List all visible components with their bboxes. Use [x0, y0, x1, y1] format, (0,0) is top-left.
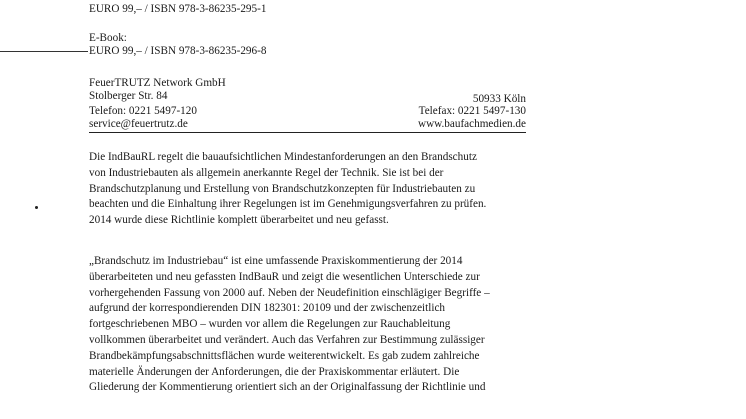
- publisher-name: FeuerTRUTZ Network GmbH: [89, 77, 226, 89]
- print-price-line: EURO 99,– / ISBN 978-3-86235-295-1: [89, 3, 267, 15]
- paragraph-line: von Industriebauten als allgemein anerkannte Regel der Technik. Sie ist bei der: [89, 166, 444, 179]
- paragraph-line: Gliederung der Kommentierung orientiert sich an der Originalfassung der Richtlinie und: [89, 381, 486, 394]
- publisher-fax: Telefax: 0221 5497-130: [418, 105, 526, 117]
- paragraph-line: „Brandschutz im Industriebau“ ist eine umfassende Praxiskommentierung der 2014: [89, 255, 463, 267]
- ebook-price-line: EURO 99,– / ISBN 978-3-86235-296-8: [89, 45, 267, 57]
- ebook-label: E-Book:: [89, 32, 127, 44]
- publisher-email-link[interactable]: service@feuertrutz.de: [89, 118, 188, 130]
- paragraph-line: materielle Änderungen der Anforderungen, die der Praxiskommentar erläutert. Die: [89, 365, 460, 378]
- paragraph-line: Brandschutzplanung und Erstellung von Brandschutzkonzepten für Industriebauten zu: [89, 182, 476, 195]
- paragraph-line: beachten und die Einhaltung ihrer Regelungen ist im Genehmigungsverfahren zu prüfen.: [89, 198, 487, 211]
- contact-underline: [89, 132, 526, 133]
- paragraph-line: vorhergehenden Fassung von 2000 auf. Neben der Neudefinition einschlägiger Begriffe –: [89, 286, 490, 299]
- intro-paragraph: [89, 150, 544, 229]
- description-paragraph: [89, 254, 544, 396]
- publisher-city: 50933 Köln: [472, 93, 526, 105]
- publisher-street: Stolberger Str. 84: [89, 90, 168, 102]
- publisher-website-link[interactable]: www.baufachmedien.de: [418, 118, 526, 130]
- margin-rule: [0, 51, 88, 52]
- paragraph-line: 2014 wurde diese Richtlinie komplett überarbeitet und neu gefasst.: [89, 214, 389, 227]
- address-row: [89, 90, 526, 104]
- paragraph-line: überarbeiteten und neu gefassten IndBauR und zeigt die wesentlichen Unterschiede zur: [89, 270, 480, 283]
- paragraph-line: fortgeschriebenen MBO – wurden vor allem die Regelungen zur Rauchableitung: [89, 318, 451, 331]
- publisher-phone: Telefon: 0221 5497-120: [89, 105, 197, 117]
- margin-dot: [35, 206, 38, 209]
- paragraph-line: Die IndBauRL regelt die bauaufsichtlichen Mindestanforderungen an den Brandschutz: [89, 151, 477, 163]
- paragraph-line: vollkommen überarbeitet und verändert. Auch das Verfahren zur Bestimmung zulässiger: [89, 333, 485, 346]
- links-row: [89, 118, 526, 132]
- paragraph-line: Brandbekämpfungsabschnittsflächen wurde weiterentwickelt. Es gab zudem zahlreiche: [89, 349, 480, 362]
- phone-row: [89, 105, 526, 119]
- paragraph-line: aufgrund der korrespondierenden DIN 182301: 20109 und der zwischenzeitlich: [89, 302, 446, 315]
